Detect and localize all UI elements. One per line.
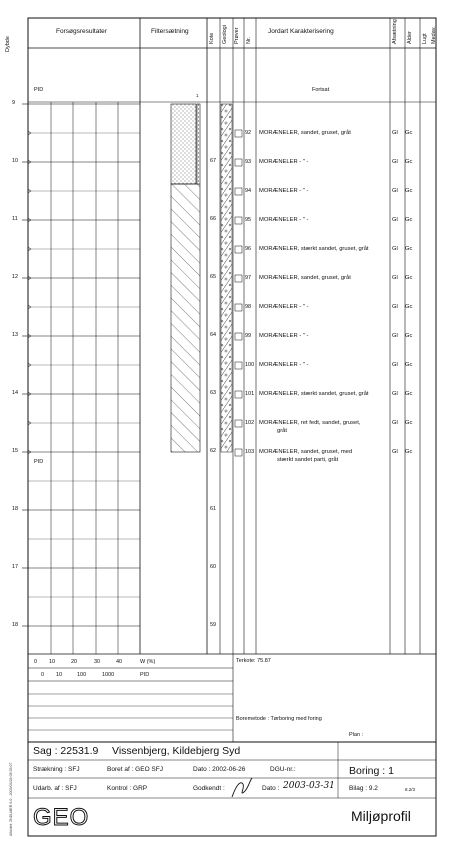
- kote-tick-label: 61: [210, 506, 217, 512]
- dato-2: Dato :: [262, 785, 280, 792]
- kontrol: Kontrol : GRP: [107, 785, 148, 792]
- sample-description: MORÆNELER - " -: [259, 333, 309, 339]
- sag-number: Sag : 22531.9: [33, 745, 99, 757]
- sample-nr: 93: [245, 159, 252, 165]
- print-stamp: Afbildet: ZNDLMER 6.0 - 2003/03/28 08:35:07: [9, 762, 13, 836]
- depth-tick-label: 9: [12, 100, 16, 106]
- header-afsaetning: Afsætning: [392, 19, 398, 44]
- bilag: Bilag : 9.2: [349, 785, 378, 792]
- pid-label-top: PID: [34, 87, 44, 93]
- depth-axis-label: Dybde: [5, 36, 11, 52]
- sample-afsaetning: Gl: [392, 246, 398, 252]
- depth-tick-label: 13: [12, 332, 19, 338]
- kote-tick-label: 60: [210, 564, 217, 570]
- sample-afsaetning: Gl: [392, 217, 398, 223]
- w-scale-tick: 20: [71, 659, 78, 665]
- sample-description-2: stærkt sandet parti, gråt: [277, 457, 339, 463]
- sample-alder: Gc: [405, 159, 413, 165]
- sample-alder: Gc: [405, 217, 413, 223]
- header-jordart: Jordart Karakterisering: [268, 28, 334, 35]
- sample-nr: 94: [245, 188, 252, 194]
- header-filtersaetning: Filtersætning: [151, 28, 189, 35]
- sample-alder: Gc: [405, 130, 413, 136]
- kote-tick-label: 66: [210, 216, 217, 222]
- kote-tick-label: 62: [210, 448, 217, 454]
- depth-tick-label: 12: [12, 274, 19, 280]
- sample-afsaetning: Gl: [392, 159, 398, 165]
- pid-label-bottom: PID: [34, 459, 44, 465]
- sample-afsaetning: Gl: [392, 362, 398, 368]
- pid-scale-tick: 100: [77, 672, 87, 678]
- sample-description: MORÆNELER, stærkt sandet, gruset, gråt: [259, 246, 369, 252]
- sample-description: MORÆNELER, sandet, gruset, gråt: [259, 275, 351, 281]
- header-proever: Prøver: [234, 27, 240, 44]
- godkendt: Godkendt :: [193, 785, 225, 792]
- sample-nr: 98: [245, 304, 252, 310]
- pid-scale-label: PID: [140, 672, 150, 678]
- sample-description: MORÆNELER, sandet, gruset, gråt: [259, 130, 351, 136]
- kote-tick-label: 64: [210, 332, 217, 338]
- sample-afsaetning: Gl: [392, 420, 398, 426]
- sample-description: MORÆNELER, ret fedt, sandet, gruset,: [259, 420, 361, 426]
- sample-nr: 97: [245, 275, 252, 281]
- dgu-nr: DGU-nr.:: [270, 766, 296, 773]
- page-number: 8.2/3: [405, 787, 416, 792]
- geo-logo: GEO: [33, 804, 90, 831]
- depth-tick-label: 14: [12, 390, 19, 396]
- sample-afsaetning: Gl: [392, 275, 398, 281]
- w-scale-tick: 0: [34, 659, 38, 665]
- kote-tick-label: 63: [210, 390, 217, 396]
- udarbejdet-af: Udarb. af : SFJ: [33, 785, 77, 792]
- sample-alder: Gc: [405, 333, 413, 339]
- header-nr: Nr.: [246, 36, 252, 44]
- header-medav: Medav.: [431, 26, 437, 44]
- sample-alder: Gc: [405, 275, 413, 281]
- boring-number: Boring : 1: [349, 765, 394, 777]
- header-geologi: Geologi: [222, 25, 228, 44]
- drilling-method: Boremetode : Tørboring med foring: [236, 716, 322, 722]
- sample-alder: Gc: [405, 188, 413, 194]
- location: Vissenbjerg, Kildebjerg Syd: [112, 745, 241, 757]
- sample-nr: 92: [245, 130, 252, 136]
- depth-tick-label: 18: [12, 506, 19, 512]
- sample-alder: Gc: [405, 246, 413, 252]
- w-scale-label: W (%): [140, 659, 156, 665]
- sample-afsaetning: Gl: [392, 391, 398, 397]
- w-scale-tick: 30: [94, 659, 101, 665]
- sample-afsaetning: Gl: [392, 130, 398, 136]
- sample-description-2: gråt: [277, 428, 287, 434]
- depth-tick-label: 18: [12, 622, 19, 628]
- sample-nr: 103: [245, 449, 255, 455]
- sample-afsaetning: Gl: [392, 188, 398, 194]
- plan-label: Plan :: [349, 732, 364, 738]
- depth-tick-label: 17: [12, 564, 19, 570]
- depth-tick-label: 10: [12, 158, 19, 164]
- pid-scale-tick: 10: [56, 672, 63, 678]
- sample-description: MORÆNELER - " -: [259, 362, 309, 368]
- handwritten-date: 2003-03-31: [283, 781, 335, 791]
- filter-top-mark: 1: [196, 93, 199, 98]
- sample-alder: Gc: [405, 420, 413, 426]
- straekning: Strækning : SFJ: [33, 766, 80, 773]
- sample-nr: 102: [245, 420, 255, 426]
- kote-tick-label: 59: [210, 622, 217, 628]
- sample-description: MORÆNELER - " -: [259, 159, 309, 165]
- depth-tick-label: 11: [12, 216, 18, 222]
- sample-description: MORÆNELER, stærkt sandet, gruset, gråt: [259, 391, 369, 397]
- sample-nr: 99: [245, 333, 252, 339]
- continued-label: Fortsat: [312, 87, 330, 93]
- sample-nr: 96: [245, 246, 252, 252]
- sample-nr: 101: [245, 391, 255, 397]
- header-lugt: Lugt: [422, 33, 428, 44]
- sample-afsaetning: Gl: [392, 449, 398, 455]
- sample-description: MORÆNELER - " -: [259, 188, 309, 194]
- pid-scale-tick: 0: [41, 672, 45, 678]
- sample-description: MORÆNELER - " -: [259, 217, 309, 223]
- sample-nr: 100: [245, 362, 255, 368]
- header-kote: Kote: [209, 32, 215, 44]
- header-forsoegsresultater: Forsøgsresultater: [56, 28, 107, 35]
- terrain-elevation: Terkote: 75.87: [236, 658, 271, 664]
- sample-afsaetning: Gl: [392, 304, 398, 310]
- sample-alder: Gc: [405, 362, 413, 368]
- depth-tick-label: 15: [12, 448, 19, 454]
- dato: Dato : 2002-06-26: [193, 766, 246, 773]
- sample-description: MORÆNELER - " -: [259, 304, 309, 310]
- header-alder: Alder: [407, 31, 413, 44]
- kote-tick-label: 65: [210, 274, 217, 280]
- w-scale-tick: 40: [116, 659, 123, 665]
- sample-alder: Gc: [405, 391, 413, 397]
- sample-nr: 95: [245, 217, 252, 223]
- sample-alder: Gc: [405, 304, 413, 310]
- kote-tick-label: 67: [210, 158, 217, 164]
- w-scale-tick: 10: [49, 659, 56, 665]
- pid-scale-tick: 1000: [102, 672, 115, 678]
- sample-afsaetning: Gl: [392, 333, 398, 339]
- sample-alder: Gc: [405, 449, 413, 455]
- profile-title: Miljøprofil: [351, 808, 411, 824]
- boret-af: Boret af : GEO SFJ: [107, 766, 163, 773]
- sample-description: MORÆNELER, sandet, gruset, med: [259, 449, 353, 455]
